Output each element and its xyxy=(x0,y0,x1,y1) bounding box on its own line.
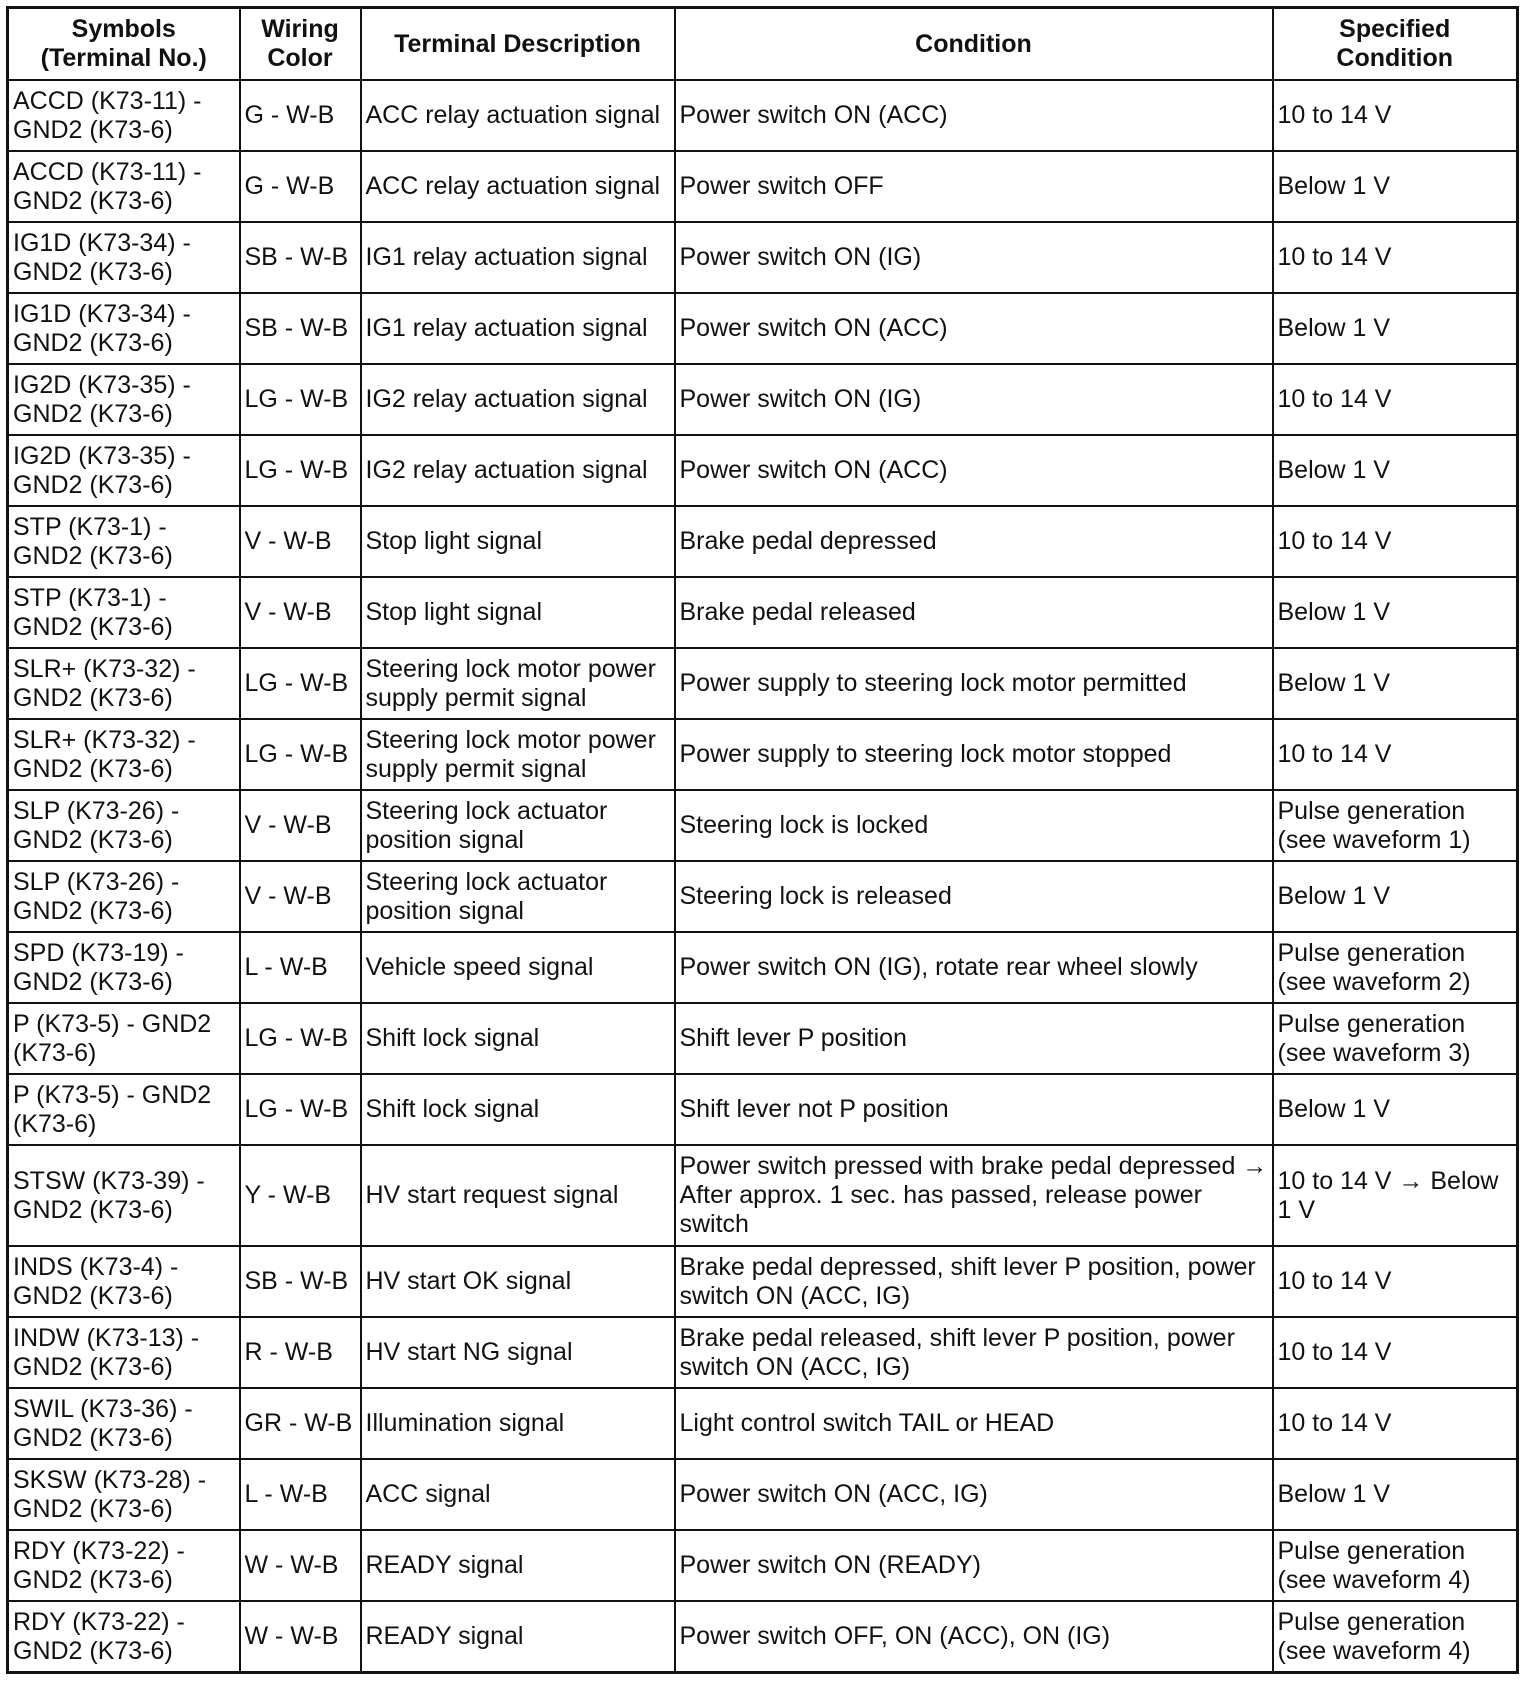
symbol-cell: STP (K73-1) - GND2 (K73-6) xyxy=(8,577,240,648)
terminal-description-cell: HV start OK signal xyxy=(361,1246,675,1317)
symbol-cell: STSW (K73-39) - GND2 (K73-6) xyxy=(8,1145,240,1246)
specified-condition-cell: Below 1 V xyxy=(1273,151,1518,222)
table-row xyxy=(8,222,1518,293)
wiring-color-cell: SB - W-B xyxy=(240,1246,361,1317)
terminal-description-cell: Steering lock actuator position signal xyxy=(361,861,675,932)
terminal-description-cell: Steering lock actuator position signal xyxy=(361,790,675,861)
header-wiring-color xyxy=(240,8,361,81)
header-condition xyxy=(675,8,1273,81)
condition-cell: Steering lock is released xyxy=(675,861,1273,932)
specified-condition-cell: Below 1 V xyxy=(1273,577,1518,648)
specified-condition-cell: Below 1 V xyxy=(1273,1459,1518,1530)
condition-cell: Power switch ON (IG) xyxy=(675,364,1273,435)
symbol-cell: SPD (K73-19) - GND2 (K73-6) xyxy=(8,932,240,1003)
condition-cell: Power switch ON (IG) xyxy=(675,222,1273,293)
wiring-color-cell: V - W-B xyxy=(240,861,361,932)
terminal-description-cell: Stop light signal xyxy=(361,577,675,648)
terminal-description-cell: IG2 relay actuation signal xyxy=(361,364,675,435)
terminal-description-cell: Vehicle speed signal xyxy=(361,932,675,1003)
terminal-table xyxy=(6,6,1519,1674)
specified-condition-cell: Below 1 V xyxy=(1273,293,1518,364)
table-row xyxy=(8,364,1518,435)
symbol-cell: SKSW (K73-28) - GND2 (K73-6) xyxy=(8,1459,240,1530)
condition-cell: Brake pedal released xyxy=(675,577,1273,648)
header-symbols-label: Symbols (Terminal No.) xyxy=(40,15,207,72)
terminal-description-cell: Illumination signal xyxy=(361,1388,675,1459)
terminal-description-cell: READY signal xyxy=(361,1601,675,1673)
terminal-description-cell: Shift lock signal xyxy=(361,1074,675,1145)
wiring-color-cell: GR - W-B xyxy=(240,1388,361,1459)
table-header-row xyxy=(8,8,1518,81)
table-row xyxy=(8,1459,1518,1530)
table-row xyxy=(8,151,1518,222)
specified-condition-cell: Pulse generation (see waveform 3) xyxy=(1273,1003,1518,1074)
terminal-description-cell: IG1 relay actuation signal xyxy=(361,293,675,364)
terminal-description-cell: IG2 relay actuation signal xyxy=(361,435,675,506)
condition-cell: Power switch ON (ACC, IG) xyxy=(675,1459,1273,1530)
specified-condition-cell: 10 to 14 V xyxy=(1273,506,1518,577)
wiring-color-cell: L - W-B xyxy=(240,932,361,1003)
terminal-description-cell: Stop light signal xyxy=(361,506,675,577)
symbol-cell: SLR+ (K73-32) - GND2 (K73-6) xyxy=(8,648,240,719)
terminal-description-cell: IG1 relay actuation signal xyxy=(361,222,675,293)
table-row xyxy=(8,719,1518,790)
terminal-description-cell: ACC relay actuation signal xyxy=(361,151,675,222)
specified-condition-cell: 10 to 14 V xyxy=(1273,364,1518,435)
condition-cell: Power switch ON (IG), rotate rear wheel slowly xyxy=(675,932,1273,1003)
symbol-cell: ACCD (K73-11) - GND2 (K73-6) xyxy=(8,80,240,151)
symbol-cell: P (K73-5) - GND2 (K73-6) xyxy=(8,1074,240,1145)
wiring-color-cell: LG - W-B xyxy=(240,435,361,506)
condition-cell: Light control switch TAIL or HEAD xyxy=(675,1388,1273,1459)
header-terminal-description xyxy=(361,8,675,81)
terminal-description-cell: Steering lock motor power supply permit signal xyxy=(361,719,675,790)
condition-cell: Shift lever not P position xyxy=(675,1074,1273,1145)
header-symbols xyxy=(8,8,240,81)
condition-cell: Power switch ON (ACC) xyxy=(675,435,1273,506)
table-row xyxy=(8,932,1518,1003)
specified-condition-cell: 10 to 14 V xyxy=(1273,1317,1518,1388)
wiring-color-cell: W - W-B xyxy=(240,1530,361,1601)
wiring-color-cell: SB - W-B xyxy=(240,293,361,364)
condition-cell: Shift lever P position xyxy=(675,1003,1273,1074)
table-row xyxy=(8,1074,1518,1145)
specified-condition-cell: Pulse generation (see waveform 1) xyxy=(1273,790,1518,861)
symbol-cell: INDW (K73-13) - GND2 (K73-6) xyxy=(8,1317,240,1388)
terminal-description-cell: HV start NG signal xyxy=(361,1317,675,1388)
condition-cell: Brake pedal depressed xyxy=(675,506,1273,577)
symbol-cell: STP (K73-1) - GND2 (K73-6) xyxy=(8,506,240,577)
wiring-color-cell: G - W-B xyxy=(240,151,361,222)
table-row xyxy=(8,1388,1518,1459)
condition-cell: Power supply to steering lock motor stopped xyxy=(675,719,1273,790)
symbol-cell: RDY (K73-22) - GND2 (K73-6) xyxy=(8,1601,240,1673)
header-condition-label: Condition xyxy=(915,29,1032,58)
table-row xyxy=(8,790,1518,861)
specified-condition-cell: Below 1 V xyxy=(1273,435,1518,506)
specified-condition-cell: 10 to 14 V xyxy=(1273,222,1518,293)
header-specified-condition xyxy=(1273,8,1518,81)
table-body xyxy=(8,80,1518,1673)
wiring-color-cell: V - W-B xyxy=(240,790,361,861)
condition-cell: Steering lock is locked xyxy=(675,790,1273,861)
condition-cell: Power switch ON (ACC) xyxy=(675,293,1273,364)
condition-cell: Power supply to steering lock motor permitted xyxy=(675,648,1273,719)
wiring-color-cell: W - W-B xyxy=(240,1601,361,1673)
specified-condition-cell: Below 1 V xyxy=(1273,861,1518,932)
wiring-color-cell: LG - W-B xyxy=(240,719,361,790)
condition-cell: Power switch ON (ACC) xyxy=(675,80,1273,151)
condition-cell: Power switch pressed with brake pedal depressed → After approx. 1 sec. has passed, release power switch xyxy=(675,1145,1273,1246)
terminal-description-cell: Steering lock motor power supply permit signal xyxy=(361,648,675,719)
symbol-cell: IG1D (K73-34) - GND2 (K73-6) xyxy=(8,222,240,293)
wiring-color-cell: V - W-B xyxy=(240,506,361,577)
table-row xyxy=(8,506,1518,577)
specified-condition-cell: Below 1 V xyxy=(1273,1074,1518,1145)
table-row xyxy=(8,1601,1518,1673)
specified-condition-cell: 10 to 14 V xyxy=(1273,1388,1518,1459)
wiring-color-cell: LG - W-B xyxy=(240,1074,361,1145)
table-row xyxy=(8,1145,1518,1246)
symbol-cell: SLR+ (K73-32) - GND2 (K73-6) xyxy=(8,719,240,790)
wiring-color-cell: LG - W-B xyxy=(240,1003,361,1074)
terminal-description-cell: ACC relay actuation signal xyxy=(361,80,675,151)
table-row xyxy=(8,293,1518,364)
symbol-cell: INDS (K73-4) - GND2 (K73-6) xyxy=(8,1246,240,1317)
symbol-cell: SWIL (K73-36) - GND2 (K73-6) xyxy=(8,1388,240,1459)
symbol-cell: P (K73-5) - GND2 (K73-6) xyxy=(8,1003,240,1074)
symbol-cell: SLP (K73-26) - GND2 (K73-6) xyxy=(8,790,240,861)
specified-condition-cell: Pulse generation (see waveform 4) xyxy=(1273,1530,1518,1601)
condition-cell: Brake pedal depressed, shift lever P position, power switch ON (ACC, IG) xyxy=(675,1246,1273,1317)
condition-cell: Brake pedal released, shift lever P position, power switch ON (ACC, IG) xyxy=(675,1317,1273,1388)
symbol-cell: IG2D (K73-35) - GND2 (K73-6) xyxy=(8,364,240,435)
header-wiring-label: Wiring Color xyxy=(261,15,339,72)
table-row xyxy=(8,1530,1518,1601)
wiring-color-cell: R - W-B xyxy=(240,1317,361,1388)
specified-condition-cell: Pulse generation (see waveform 2) xyxy=(1273,932,1518,1003)
wiring-color-cell: LG - W-B xyxy=(240,364,361,435)
specified-condition-cell: 10 to 14 V xyxy=(1273,1246,1518,1317)
table-row xyxy=(8,861,1518,932)
terminal-description-cell: Shift lock signal xyxy=(361,1003,675,1074)
wiring-color-cell: L - W-B xyxy=(240,1459,361,1530)
wiring-color-cell: V - W-B xyxy=(240,577,361,648)
symbol-cell: SLP (K73-26) - GND2 (K73-6) xyxy=(8,861,240,932)
specified-condition-cell: Pulse generation (see waveform 4) xyxy=(1273,1601,1518,1673)
specified-condition-cell: Below 1 V xyxy=(1273,648,1518,719)
symbol-cell: ACCD (K73-11) - GND2 (K73-6) xyxy=(8,151,240,222)
header-specified-label: Specified Condition xyxy=(1336,15,1454,72)
table-row xyxy=(8,1317,1518,1388)
terminal-table-wrapper xyxy=(6,6,1519,1674)
wiring-color-cell: G - W-B xyxy=(240,80,361,151)
specified-condition-cell: 10 to 14 V → Below 1 V xyxy=(1273,1145,1518,1246)
table-row xyxy=(8,80,1518,151)
condition-cell: Power switch OFF xyxy=(675,151,1273,222)
table-row xyxy=(8,435,1518,506)
wiring-color-cell: SB - W-B xyxy=(240,222,361,293)
specified-condition-cell: 10 to 14 V xyxy=(1273,719,1518,790)
terminal-description-cell: HV start request signal xyxy=(361,1145,675,1246)
wiring-color-cell: LG - W-B xyxy=(240,648,361,719)
table-row xyxy=(8,1246,1518,1317)
condition-cell: Power switch OFF, ON (ACC), ON (IG) xyxy=(675,1601,1273,1673)
terminal-description-cell: READY signal xyxy=(361,1530,675,1601)
table-row xyxy=(8,648,1518,719)
wiring-color-cell: Y - W-B xyxy=(240,1145,361,1246)
symbol-cell: RDY (K73-22) - GND2 (K73-6) xyxy=(8,1530,240,1601)
condition-cell: Power switch ON (READY) xyxy=(675,1530,1273,1601)
table-row xyxy=(8,577,1518,648)
header-description-label: Terminal Description xyxy=(394,29,641,58)
table-row xyxy=(8,1003,1518,1074)
terminal-description-cell: ACC signal xyxy=(361,1459,675,1530)
symbol-cell: IG2D (K73-35) - GND2 (K73-6) xyxy=(8,435,240,506)
specified-condition-cell: 10 to 14 V xyxy=(1273,80,1518,151)
symbol-cell: IG1D (K73-34) - GND2 (K73-6) xyxy=(8,293,240,364)
